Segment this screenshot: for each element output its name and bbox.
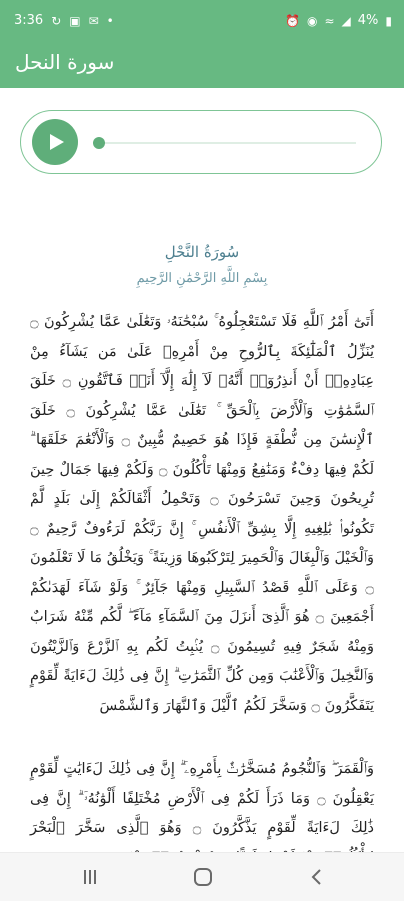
home-button[interactable] [183, 865, 223, 889]
recents-button[interactable] [70, 865, 110, 889]
clock: 3:36 [14, 13, 44, 28]
status-bar [0, 0, 404, 42]
play-button[interactable] [32, 119, 78, 165]
system-nav-bar [0, 852, 404, 901]
back-button[interactable] [296, 865, 336, 889]
surah-header: سُورَةُ النَّحْلِ [164, 243, 240, 261]
dot-icon: • [106, 13, 114, 28]
seek-bar[interactable] [94, 142, 356, 144]
bismillah: بِسْمِ اللَّهِ الرَّحْمَٰنِ الرَّحِيمِ [136, 271, 268, 286]
verse-text-block-2: وَٱلْقَمَرَ ۖ وَٱلنُّجُومُ مُسَخَّرَٰتٌۢ بِأَمْرِهِۦٓ ۗ إِنَّ فِى ذَٰلِكَ لَءَايَٰتٍ لِّقَوْمٍ يَعْقِلُونَ ۝ وَمَا ذَرَأَ لَكُمْ فِى ٱلْأَرْضِ مُخْتَلِفًا أَلْوَٰنُهُۥٓ ۗ إِنَّ فِى ذَٰلِكَ لَءَايَةً لِّقَوْمٍ يَذَّكَّرُونَ ۝ وَهُوَ ٱلَّذِى سَخَّرَ ٱلْبَحْرَ [30, 761, 374, 836]
app-bar [0, 42, 404, 88]
audio-player [20, 110, 382, 174]
mail-icon: ✉ [88, 13, 99, 28]
signal-icon: ◢ [341, 13, 351, 28]
battery-icon: ▮ [385, 13, 392, 28]
page-title: سورة النحل [15, 50, 115, 74]
home-icon [183, 865, 223, 889]
wifi-icon: ≈ [324, 13, 335, 28]
back-icon [296, 865, 336, 889]
image-icon: ▣ [69, 13, 81, 28]
quran-page [30, 235, 374, 721]
sync-icon: ↻ [51, 13, 62, 28]
battery-percent: 4% [357, 13, 379, 28]
location-icon: ◉ [306, 13, 318, 28]
verse-text-block: أَتَىٰٓ أَمْرُ ٱللَّهِ فَلَا تَسْتَعْجِلُوهُ ۚ سُبْحَٰنَهُۥ وَتَعَٰلَىٰ عَمَّا يُشْرِكُونَ ۝ يُنَزِّلُ ٱلْمَلَٰٓئِكَةَ بِٱلرُّوحِ مِنْ أَمْرِهِۦ عَلَىٰ مَن يَشَآءُ مِنْ عِبَادِهِۦٓ أَنْ أَنذِرُوٓا۟ أَنَّهُۥ لَآ إِلَٰهَ إِلَّآ أَنَا۠ فَٱتَّقُونِ ۝ خَلَقَ ٱلسَّمَٰوَٰتِ وَٱلْأَرْضَ بِٱلْحَقِّ ۚ تَعَٰلَىٰ عَمَّا يُشْرِكُونَ ۝ خَلَقَ ٱلْإِنسَٰنَ مِن نُّطْفَةٍ فَإِذَا هُوَ خَصِيمٌ مُّبِينٌ ۝ وَٱلْأَنْعَٰمَ خَلَقَهَا ۗ لَكُمْ فِيهَا دِفْءٌ وَمَنَٰفِعُ وَمِنْهَا تَأْكُلُونَ ۝ وَلَكُمْ فِيهَا جَمَالٌ حِينَ تُرِيحُونَ وَحِينَ تَسْرَحُونَ ۝ وَتَحْمِلُ أَثْقَالَكُمْ إِلَىٰ بَلَدٍ لَّمْ تَكُونُوا۟ بَٰلِغِيهِ إِلَّا بِشِقِّ ٱلْأَنفُسِ ۚ إِنَّ رَبَّكُمْ لَرَءُوفٌ رَّحِيمٌ ۝ وَٱلْخَيْلَ وَٱلْبِغَالَ وَٱلْحَمِيرَ لِتَرْكَبُوهَا وَزِينَةً ۚ وَيَخْلُقُ مَا لَا تَعْلَمُونَ ۝ وَعَلَى ٱللَّهِ قَصْدُ ٱلسَّبِيلِ وَمِنْهَا جَآئِرٌ ۚ وَلَوْ شَآءَ لَهَدَىٰكُمْ أَجْمَعِينَ ۝ هُوَ ٱلَّذِىٓ أَنزَلَ مِنَ ٱلسَّمَآءِ مَآءً ۖ لَّكُم مِّنْهُ شَرَابٌ وَمِنْهُ شَجَرٌ فِيهِ تُسِيمُونَ ۝ يُنۢبِتُ لَكُم بِهِ ٱلزَّرْعَ وَٱلزَّيْتُونَ وَٱلنَّخِيلَ وَٱلْأَعْنَٰبَ وَمِن كُلِّ ٱلثَّمَرَٰتِ ۗ إِنَّ فِى ذَٰلِكَ لَءَايَةً لِّقَوْمٍ يَتَفَكَّرُونَ ۝ وَسَخَّرَ لَكُمُ ٱلَّيْلَ وَٱلنَّهَارَ وَٱلشَّمْسَ [30, 314, 375, 714]
seek-thumb[interactable] [93, 137, 105, 149]
alarm-icon: ⏰ [285, 13, 300, 28]
play-icon [46, 132, 66, 152]
recents-icon [70, 865, 110, 889]
